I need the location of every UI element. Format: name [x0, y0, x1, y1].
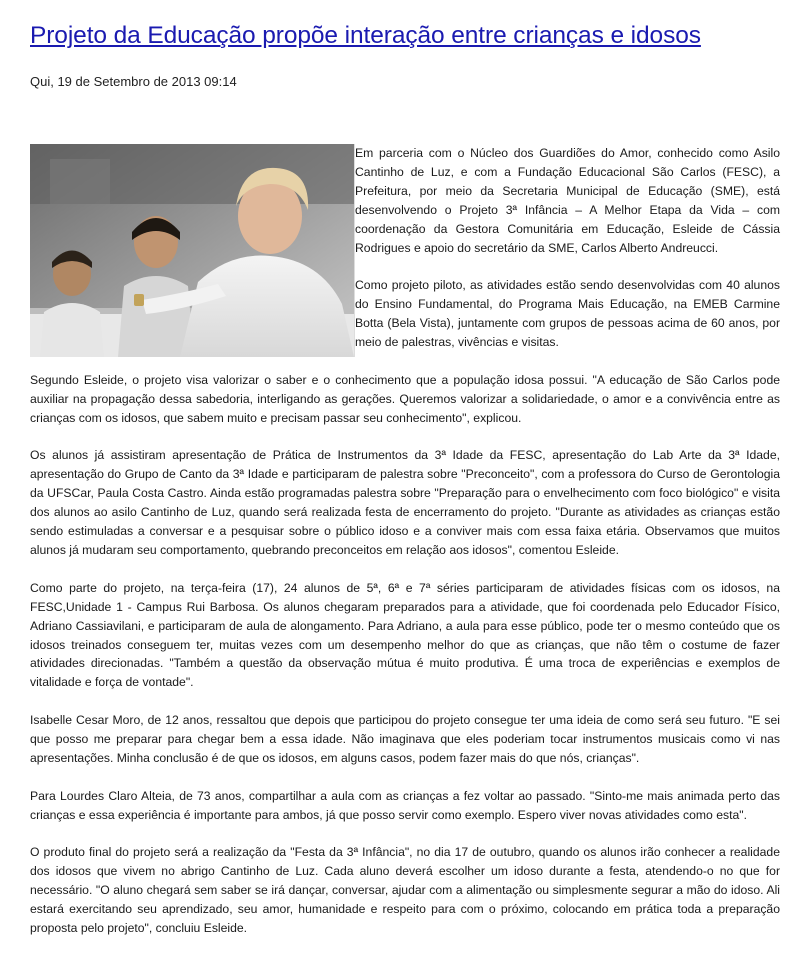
paragraph: Como projeto piloto, as atividades estão sendo desenvolvidas com 40 alunos do Ensino Fundamental, do Programa Mais Educação, na EMEB Carmine Botta (Bela Vista), juntamente com grupos de pessoas acima de 60 anos, por meio de palestras, vivências e visitas. [355, 278, 780, 350]
paragraph: Como parte do projeto, na terça-feira (17), 24 alunos de 5ª, 6ª e 7ª séries participaram de atividades físicas com os idosos, na FESC,Unidade 1 - Campus Rui Barbosa. Os alunos chegaram preparados para a atividade, que foi coordenada pelo Educador Físico, Adriano Cassiavilani, e participaram de aula de alongamento. Para Adriano, a aula para esse público, pode ter o mesmo conteúdo que os idosos treinados conseguem ter, muitas vezes com um desempenho melhor do que as crianças, que não têm o costume de fazer atividades direcionadas. "Também a questão da observação mútua é muito produtiva. É uma troca de experiências e exemplos de vitalidade e força de vontade". [30, 580, 780, 690]
paragraph: Segundo Esleide, o projeto visa valorizar o saber e o conhecimento que a população idosa possui. "A educação de São Carlos pode auxiliar na propagação dessa sabedoria, interligando as gerações. Queremos valorizar a solidariedade, o amor e a convivência entre as crianças com os idosos, que sabem muito e precisam passar seu conhecimento", explicou. [30, 372, 780, 425]
paragraph: Em parceria com o Núcleo dos Guardiões do Amor, conhecido como Asilo Cantinho de Luz, e com a Fundação Educacional São Carlos (FESC), a Prefeitura, por meio da Secretaria Municipal de Educação (SME), está desenvolvendo o Projeto 3ª Infância – A Melhor Etapa da Vida – com coordenação da Gestora Comunitária em Educação, Esleide de Cássia Rodrigues e apoio do secretário da SME, Carlos Alberto Andreucci. [355, 146, 780, 255]
paragraph: O produto final do projeto será a realização da "Festa da 3ª Infância", no dia 17 de outubro, quando os alunos irão conhecer a realidade dos idosos que vivem no abrigo Cantinho de Luz. Cada aluno deverá escolher um idoso durante a festa, atendendo-o no que for necessário. "O aluno chegará sem saber se irá dançar, conversar, ajudar com a alimentação ou simplesmente segurar a mão do idoso. Ali estará exercitando seu aprendizado, seu amor, humanidade e respeito para com o próximo, colocando em prática toda a preparação proposta pelo projeto", concluiu Esleide. [30, 845, 780, 936]
photo-elderly-woman-children-icon [30, 144, 354, 357]
article-title-link[interactable]: Projeto da Educação propõe interação entre crianças e idosos [30, 22, 701, 49]
paragraph: Isabelle Cesar Moro, de 12 anos, ressaltou que depois que participou do projeto consegue ter uma ideia de como será seu futuro. "E sei que posso me preparar para chegar bem a essa idade. Não imaginava que eles poderiam tocar instrumentos musicais como vi nas apresentações. Minha conclusão é de que os idosos, em alguns casos, podem fazer mais do que nós, crianças". [30, 713, 780, 765]
article-date: Qui, 19 de Setembro de 2013 09:14 [30, 74, 237, 89]
article-body [30, 144, 780, 938]
article [30, 18, 780, 957]
article-photo [30, 144, 355, 357]
paragraph: Para Lourdes Claro Alteia, de 73 anos, compartilhar a aula com as crianças a fez voltar ao passado. "Sinto-me mais animada perto das crianças e essa experiência é importante para ambos, já que posso servir como exemplo. Espero viver novas atividades como esta". [30, 788, 780, 822]
paragraph: Os alunos já assistiram apresentação de Prática de Instrumentos da 3ª Idade da FESC, apresentação do Lab Arte da 3ª Idade, apresentação do Grupo de Canto da 3ª Idade e participaram de palestra sobre "Preconceito", com a professora do Curso de Gerontologia da UFSCar, Paula Costa Castro. Ainda estão programadas palestra sobre "Preparação para o envelhecimento com foco biológico" e visita dos alunos ao asilo Cantinho de Luz, quando será realizada festa de encerramento do projeto. "Durante as atividades as crianças estão sendo estimuladas a conversar e a pesquisar sobre o público idoso e a conviver mais com essa faixa etária. Observamos que muitos alunos já mudaram seu comportamento, quebrando preconceitos em relação aos idosos", comentou Esleide. [30, 448, 780, 557]
